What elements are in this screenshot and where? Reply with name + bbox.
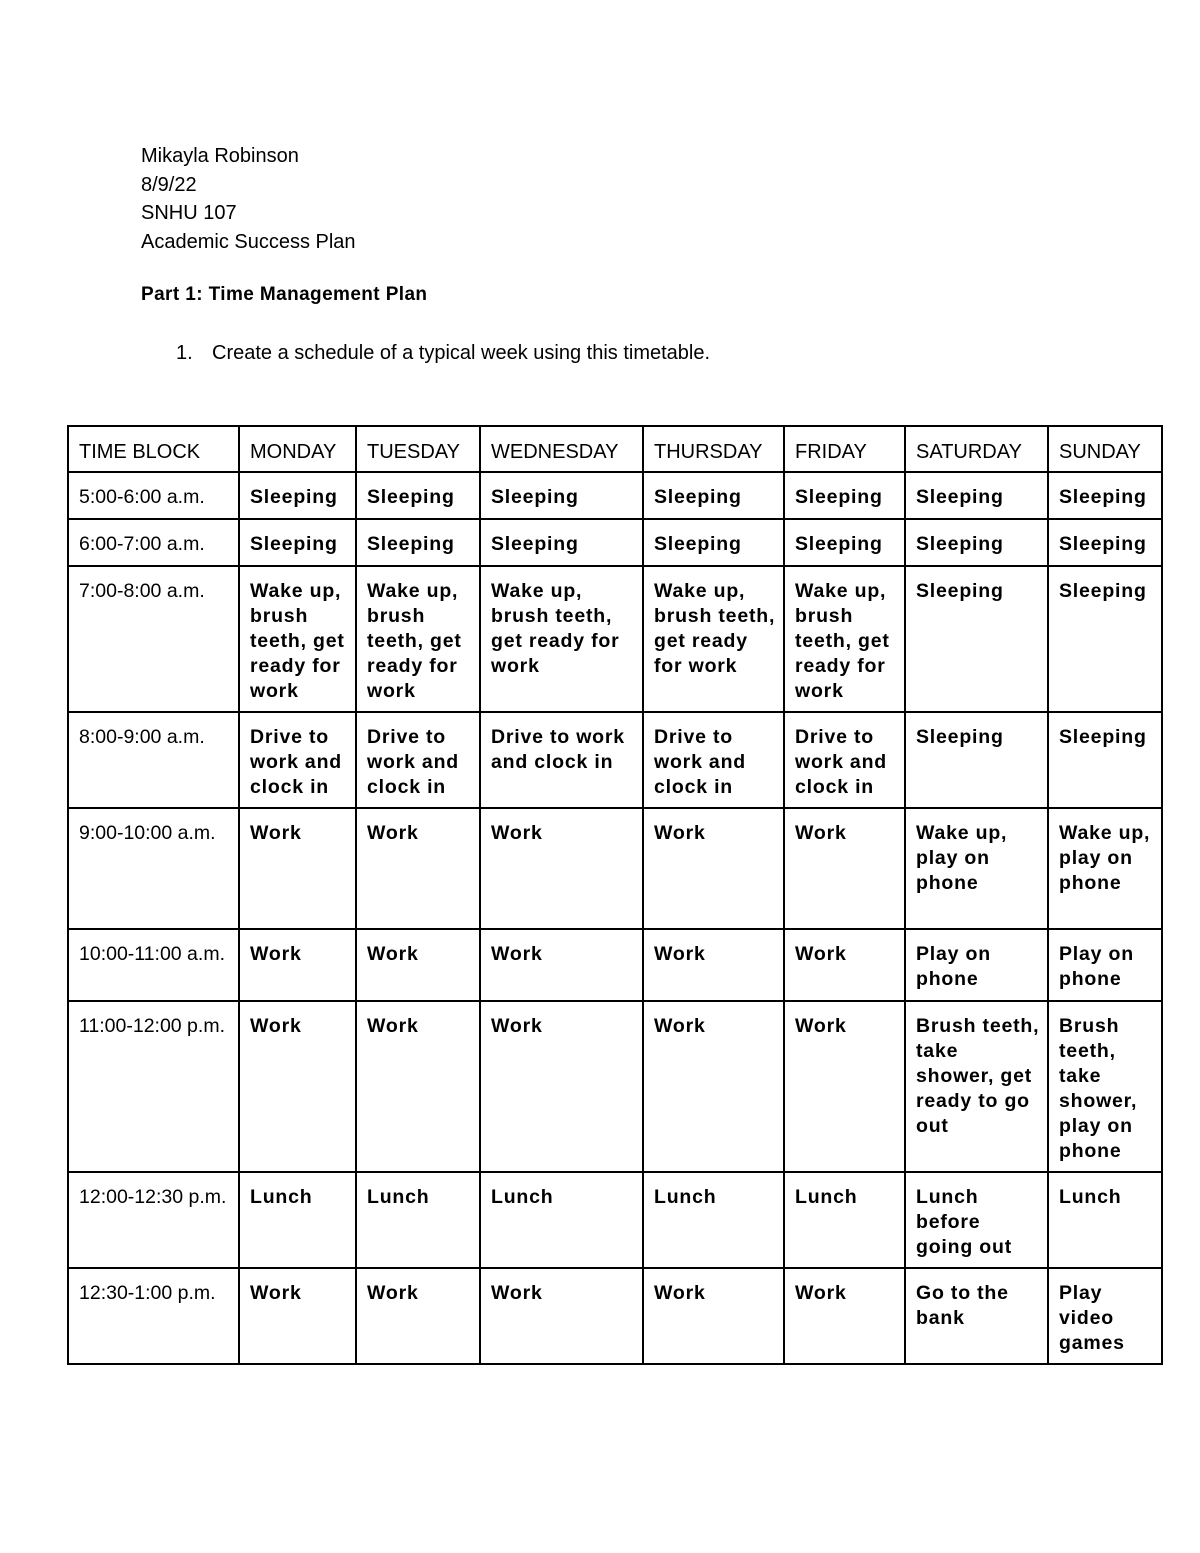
time-block-cell: 8:00-9:00 a.m. [68,712,239,808]
activity-cell: Sleeping [239,519,356,566]
column-header-tuesday: TUESDAY [356,426,480,472]
activity-cell: Lunch [239,1172,356,1268]
activity-cell: Brush teeth, take shower, get ready to go out [905,1001,1048,1172]
activity-cell: Sleeping [356,519,480,566]
activity-cell: Sleeping [905,566,1048,712]
activity-cell: Sleeping [480,519,643,566]
activity-cell: Wake up, brush teeth, get ready for work [643,566,784,712]
part-heading: Part 1: Time Management Plan [141,284,428,305]
activity-cell: Sleeping [1048,712,1162,808]
column-header-time-block: TIME BLOCK [68,426,239,472]
activity-cell: Work [643,1268,784,1364]
activity-cell: Lunch before going out [905,1172,1048,1268]
activity-cell: Wake up, brush teeth, get ready for work [356,566,480,712]
activity-cell: Sleeping [784,519,905,566]
time-block-cell: 11:00-12:00 p.m. [68,1001,239,1172]
activity-cell: Sleeping [356,472,480,519]
time-block-cell: 10:00-11:00 a.m. [68,929,239,1001]
activity-cell: Work [356,808,480,929]
table-row [68,1172,1162,1268]
activity-cell: Work [239,1001,356,1172]
activity-cell: Work [356,1001,480,1172]
document-header [141,142,356,257]
activity-cell: Work [784,808,905,929]
time-block-cell: 12:30-1:00 p.m. [68,1268,239,1364]
activity-cell: Work [239,1268,356,1364]
activity-cell: Lunch [356,1172,480,1268]
activity-cell: Drive to work and clock in [480,712,643,808]
activity-cell: Work [356,929,480,1001]
table-row [68,712,1162,808]
time-block-cell: 9:00-10:00 a.m. [68,808,239,929]
activity-cell: Lunch [784,1172,905,1268]
activity-cell: Work [239,808,356,929]
activity-cell: Drive to work and clock in [239,712,356,808]
course-code: SNHU 107 [141,202,237,225]
activity-cell: Drive to work and clock in [643,712,784,808]
time-block-cell: 5:00-6:00 a.m. [68,472,239,519]
activity-cell: Lunch [1048,1172,1162,1268]
activity-cell: Wake up, play on phone [1048,808,1162,929]
activity-cell: Drive to work and clock in [784,712,905,808]
table-row [68,1268,1162,1364]
table-row [68,929,1162,1001]
activity-cell: Wake up, brush teeth, get ready for work [784,566,905,712]
activity-cell: Work [784,1268,905,1364]
activity-cell: Sleeping [643,519,784,566]
activity-cell: Work [643,1001,784,1172]
table-row [68,519,1162,566]
activity-cell: Sleeping [905,712,1048,808]
activity-cell: Work [784,1001,905,1172]
document-date: 8/9/22 [141,173,197,196]
activity-cell: Lunch [480,1172,643,1268]
activity-cell: Work [356,1268,480,1364]
activity-cell: Sleeping [905,472,1048,519]
activity-cell: Lunch [643,1172,784,1268]
activity-cell: Drive to work and clock in [356,712,480,808]
activity-cell: Sleeping [905,519,1048,566]
activity-cell: Work [480,1001,643,1172]
activity-cell: Work [643,929,784,1001]
table-header-row [68,426,1162,472]
time-block-cell: 12:00-12:30 p.m. [68,1172,239,1268]
activity-cell: Work [480,929,643,1001]
column-header-saturday: SATURDAY [905,426,1048,472]
instruction-text: Create a schedule of a typical week using this timetable. [212,342,711,364]
activity-cell: Work [239,929,356,1001]
column-header-friday: FRIDAY [784,426,905,472]
student-name: Mikayla Robinson [141,145,299,167]
activity-cell: Wake up, brush teeth, get ready for work [239,566,356,712]
column-header-wednesday: WEDNESDAY [480,426,643,472]
activity-cell: Sleeping [784,472,905,519]
instruction-number: 1. [176,342,193,364]
activity-cell: Work [480,1268,643,1364]
activity-cell: Sleeping [1048,519,1162,566]
activity-cell: Play on phone [905,929,1048,1001]
activity-cell: Sleeping [1048,472,1162,519]
column-header-monday: MONDAY [239,426,356,472]
instruction-item [176,342,710,365]
activity-cell: Work [480,808,643,929]
column-header-thursday: THURSDAY [643,426,784,472]
table-row [68,566,1162,712]
activity-cell: Sleeping [643,472,784,519]
table-row [68,1001,1162,1172]
activity-cell: Work [643,808,784,929]
activity-cell: Go to the bank [905,1268,1048,1364]
weekly-timetable [67,425,1163,1365]
time-block-cell: 7:00-8:00 a.m. [68,566,239,712]
activity-cell: Play on phone [1048,929,1162,1001]
table-row [68,808,1162,929]
activity-cell: Sleeping [480,472,643,519]
document-title: Academic Success Plan [141,231,356,254]
column-header-sunday: SUNDAY [1048,426,1162,472]
activity-cell: Sleeping [239,472,356,519]
activity-cell: Wake up, brush teeth, get ready for work [480,566,643,712]
activity-cell: Brush teeth, take shower, play on phone [1048,1001,1162,1172]
activity-cell: Work [784,929,905,1001]
table-row [68,472,1162,519]
activity-cell: Play video games [1048,1268,1162,1364]
time-block-cell: 6:00-7:00 a.m. [68,519,239,566]
activity-cell: Sleeping [1048,566,1162,712]
activity-cell: Wake up, play on phone [905,808,1048,929]
